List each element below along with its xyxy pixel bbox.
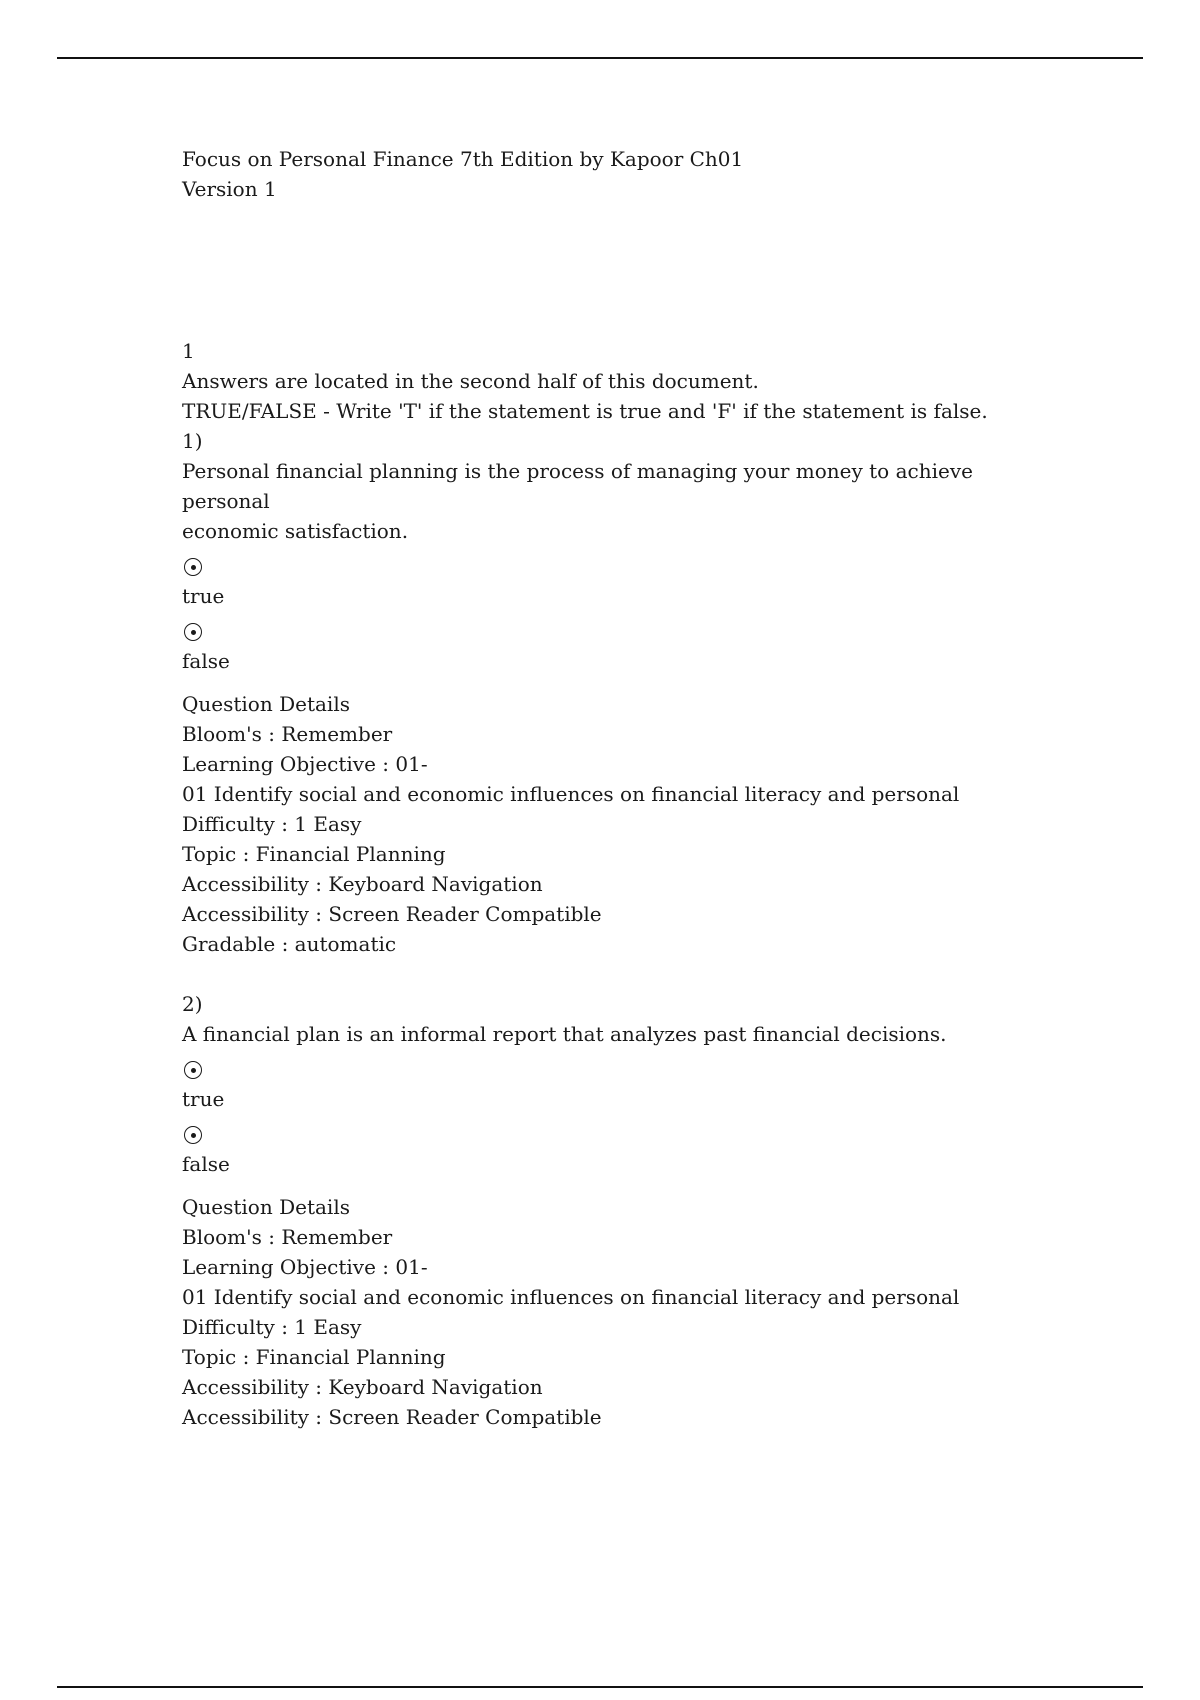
radio-button-icon[interactable]: [184, 623, 202, 641]
detail-objective-text: 01 Identify social and economic influences on financial literacy and personal: [182, 782, 960, 806]
question-details: [182, 1192, 1062, 1432]
answers-note: Answers are located in the second half of this document.: [182, 369, 759, 393]
radio-button-icon[interactable]: [184, 558, 202, 576]
option-true[interactable]: [182, 558, 1062, 611]
document-version: Version 1: [182, 177, 277, 201]
detail-topic: Topic : Financial Planning: [182, 842, 446, 866]
radio-button-icon[interactable]: [184, 1126, 202, 1144]
detail-accessibility-keyboard: Accessibility : Keyboard Navigation: [182, 872, 543, 896]
question-text-continued: economic satisfaction.: [182, 519, 409, 543]
section-instructions: TRUE/FALSE - Write 'T' if the statement is true and 'F' if the statement is false.: [182, 399, 988, 423]
option-false[interactable]: [182, 1126, 1062, 1179]
option-label: false: [182, 649, 230, 673]
document-body: [182, 144, 1062, 1432]
question-1: [182, 426, 1062, 959]
option-true[interactable]: [182, 1061, 1062, 1114]
radio-button-icon[interactable]: [184, 1061, 202, 1079]
section-number: 1: [182, 339, 195, 363]
question-text: A financial plan is an informal report that analyzes past financial decisions.: [182, 1022, 947, 1046]
detail-objective: Learning Objective : 01-: [182, 752, 428, 776]
details-heading: Question Details: [182, 692, 350, 716]
detail-accessibility-screen-reader: Accessibility : Screen Reader Compatible: [182, 902, 602, 926]
bottom-rule: [57, 1686, 1143, 1688]
details-heading: Question Details: [182, 1195, 350, 1219]
document-title: Focus on Personal Finance 7th Edition by Kapoor Ch01: [182, 147, 744, 171]
detail-blooms: Bloom's : Remember: [182, 1225, 393, 1249]
detail-difficulty: Difficulty : 1 Easy: [182, 1315, 362, 1339]
question-number: 2): [182, 992, 203, 1016]
top-rule: [57, 57, 1143, 59]
detail-accessibility-keyboard: Accessibility : Keyboard Navigation: [182, 1375, 543, 1399]
detail-objective-text: 01 Identify social and economic influences on financial literacy and personal: [182, 1285, 960, 1309]
detail-objective: Learning Objective : 01-: [182, 1255, 428, 1279]
detail-blooms: Bloom's : Remember: [182, 722, 393, 746]
detail-accessibility-screen-reader: Accessibility : Screen Reader Compatible: [182, 1405, 602, 1429]
option-label: false: [182, 1152, 230, 1176]
question-text: Personal financial planning is the process of managing your money to achieve personal: [182, 459, 973, 513]
option-label: true: [182, 1087, 225, 1111]
detail-difficulty: Difficulty : 1 Easy: [182, 812, 362, 836]
question-2: [182, 989, 1062, 1432]
detail-gradable: Gradable : automatic: [182, 932, 397, 956]
option-label: true: [182, 584, 225, 608]
detail-topic: Topic : Financial Planning: [182, 1345, 446, 1369]
question-details: [182, 689, 1062, 959]
option-false[interactable]: [182, 623, 1062, 676]
question-number: 1): [182, 429, 203, 453]
